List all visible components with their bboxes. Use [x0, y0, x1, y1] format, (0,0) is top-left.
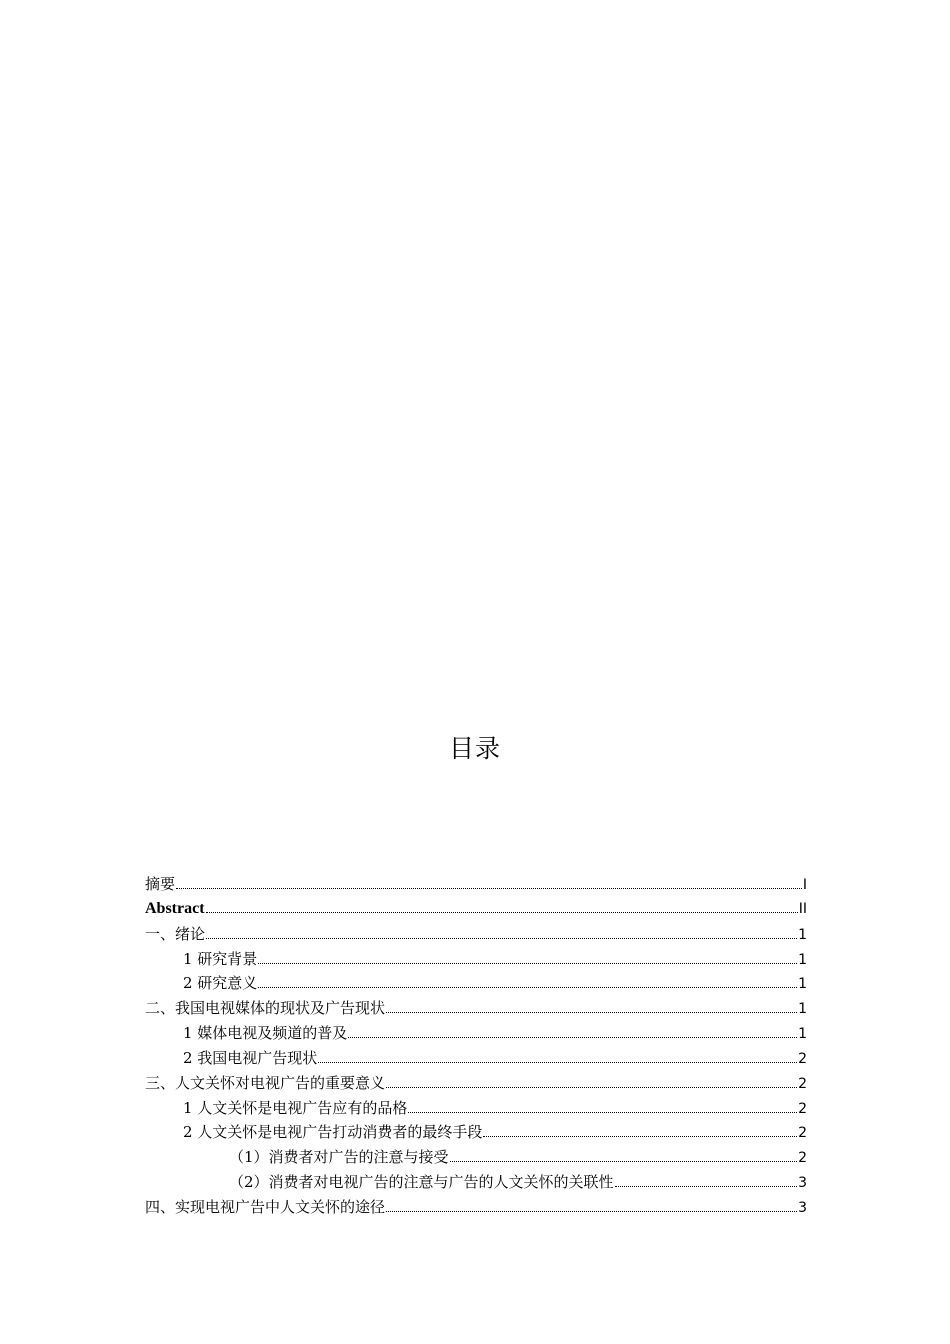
toc-leader-dots	[206, 937, 797, 939]
toc-entry-text: Abstract	[145, 899, 205, 917]
toc-entry-text: 2 人文关怀是电视广告打动消费者的最终手段	[183, 1123, 483, 1142]
toc-page-number: 2	[798, 1150, 807, 1167]
toc-leader-dots	[206, 911, 798, 913]
toc-leader-dots	[176, 887, 802, 889]
toc-leader-dots	[386, 1011, 797, 1013]
toc-entry-chapter-1[interactable]	[145, 922, 807, 947]
toc-page-number: 1	[798, 1026, 807, 1043]
toc-leader-dots	[386, 1086, 797, 1088]
toc-entry-abstract-en[interactable]	[145, 897, 807, 922]
toc-entry-section-2-1[interactable]	[145, 1021, 807, 1046]
toc-entry-text: 四、实现电视广告中人文关怀的途径	[145, 1197, 386, 1216]
toc-entry-chapter-4[interactable]	[145, 1195, 807, 1220]
toc-leader-dots	[483, 1135, 797, 1137]
toc-entry-text: 一、绪论	[145, 924, 206, 943]
toc-leader-dots	[450, 1160, 798, 1162]
toc-page-number: 2	[798, 1075, 807, 1092]
toc-entry-section-2-2[interactable]	[145, 1046, 807, 1071]
toc-entry-text: （2）消费者对电视广告的注意与广告的人文关怀的关联性	[229, 1173, 614, 1192]
toc-leader-dots	[348, 1036, 797, 1038]
toc-entry-text: （1）消费者对广告的注意与接受	[229, 1148, 449, 1167]
toc-entry-text: 三、人文关怀对电视广告的重要意义	[145, 1073, 386, 1092]
toc-entry-text: 2 我国电视广告现状	[183, 1048, 318, 1067]
toc-entry-text: 摘要	[145, 875, 176, 893]
toc-page-number: 3	[798, 1199, 807, 1216]
toc-page-number: II	[798, 900, 807, 917]
toc-entry-chapter-3[interactable]	[145, 1071, 807, 1096]
toc-entry-text: 二、我国电视媒体的现状及广告现状	[145, 999, 386, 1018]
toc-entry-text: 1 人文关怀是电视广告应有的品格	[183, 1098, 408, 1117]
toc-page-number: 1	[798, 951, 807, 968]
toc-entry-section-3-1[interactable]	[145, 1096, 807, 1121]
table-of-contents	[145, 872, 807, 1220]
toc-page-number: 2	[798, 1100, 807, 1117]
toc-entry-subsection-3-2-2[interactable]	[145, 1170, 807, 1195]
toc-entry-section-1-2[interactable]	[145, 971, 807, 996]
toc-leader-dots	[386, 1210, 797, 1212]
toc-page-number: 1	[798, 926, 807, 943]
toc-leader-dots	[258, 986, 797, 988]
toc-page-number: 3	[798, 1175, 807, 1192]
toc-entry-abstract-cn[interactable]	[145, 872, 807, 897]
toc-entry-text: 1 研究背景	[183, 949, 258, 968]
toc-entry-subsection-3-2-1[interactable]	[145, 1145, 807, 1170]
toc-page-number: 1	[798, 1001, 807, 1018]
toc-page-number: I	[802, 877, 807, 893]
toc-leader-dots	[318, 1061, 797, 1063]
toc-leader-dots	[258, 962, 797, 964]
toc-title: 目录	[448, 734, 501, 763]
toc-page-number: 2	[798, 1050, 807, 1067]
toc-leader-dots	[615, 1185, 798, 1187]
toc-entry-section-3-2[interactable]	[145, 1120, 807, 1145]
toc-leader-dots	[408, 1111, 797, 1113]
toc-entry-chapter-2[interactable]	[145, 996, 807, 1021]
toc-entry-text: 2 研究意义	[183, 974, 258, 993]
toc-page-number: 1	[798, 976, 807, 993]
toc-entry-text: 1 媒体电视及频道的普及	[183, 1024, 348, 1043]
toc-entry-section-1-1[interactable]	[145, 947, 807, 972]
toc-page-number: 2	[798, 1125, 807, 1142]
